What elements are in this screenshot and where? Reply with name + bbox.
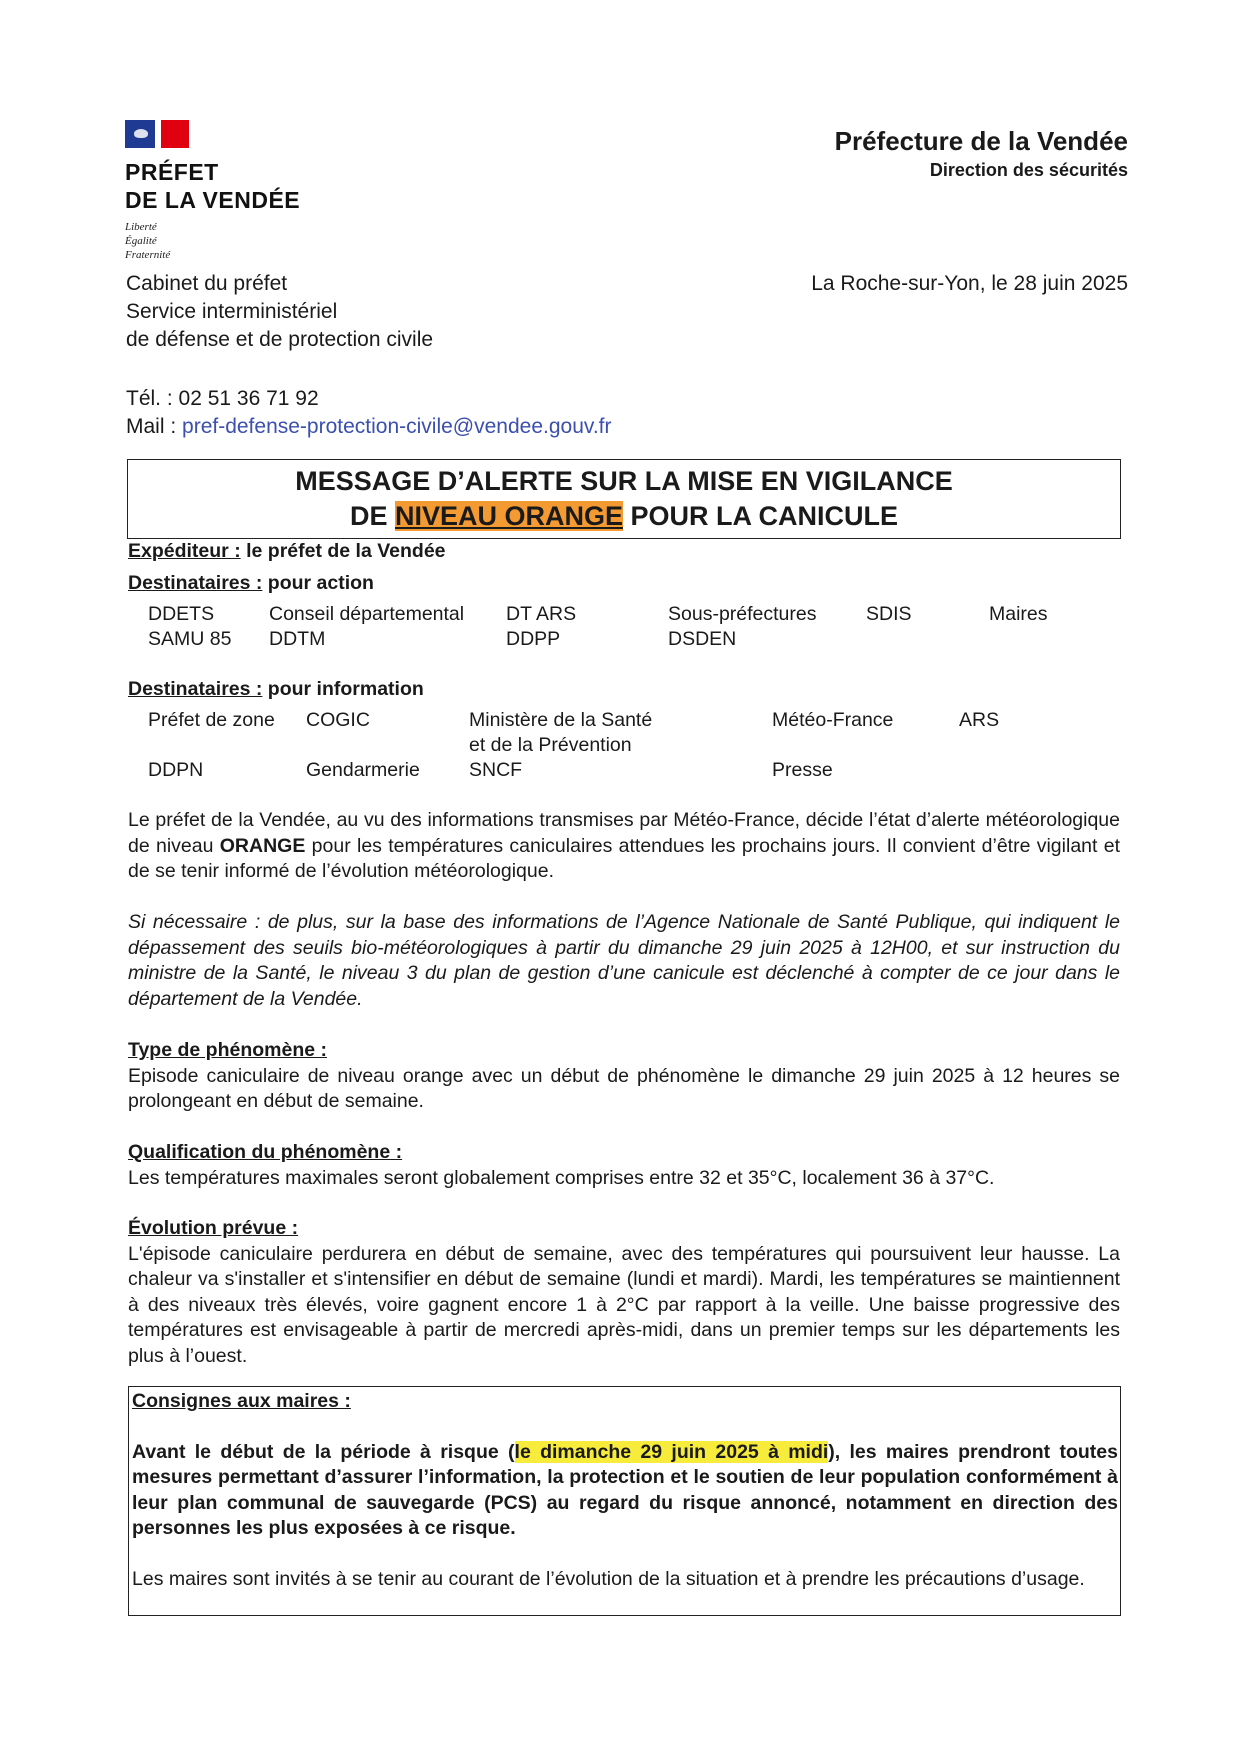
table-cell: Conseil départemental bbox=[269, 603, 465, 625]
table-cell: DSDEN bbox=[668, 628, 737, 650]
table-cell: Ministère de la Santé bbox=[469, 709, 653, 731]
table-cell: Sous-préfectures bbox=[668, 603, 817, 625]
dest-info-heading bbox=[128, 677, 424, 703]
evolution-text: L'épisode caniculaire perdurera en début de semaine, avec des températures qui poursuivent leur hausse. La chaleur va s'installer et s'intensifier en début de semaine (lundi et mardi). Mardi, les températures se maintiennent à des niveaux très élevés, voire gagnent encore 1 à 2°C par rapport à la veille. Une baisse progressive des températures est envisageable à partir de mercredi après-midi, dans un premier temps sur les départements les plus à l’ouest. bbox=[128, 1242, 1120, 1367]
cabinet-block bbox=[126, 270, 433, 354]
evolution-label: Évolution prévue : bbox=[128, 1217, 299, 1239]
orange-level-highlight: NIVEAU ORANGE bbox=[394, 501, 624, 531]
risk-start-highlight: le dimanche 29 juin 2025 à midi bbox=[514, 1440, 829, 1463]
dest-info-value: pour information bbox=[262, 678, 424, 700]
table-cell: Gendarmerie bbox=[306, 759, 420, 781]
mail-label: Mail : bbox=[126, 415, 183, 438]
republic-motto bbox=[125, 220, 300, 262]
mayors-instructions-followup: Les maires sont invités à se tenir au courant de l’évolution de la situation et à prendre les précautions d’usage. bbox=[132, 1567, 1085, 1590]
table-cell: SNCF bbox=[469, 759, 523, 781]
table-cell bbox=[148, 733, 306, 758]
mayors-instructions-box bbox=[128, 1386, 1121, 1616]
expediteur-label: Expéditeur : bbox=[128, 540, 241, 562]
dest-action-table bbox=[148, 602, 1068, 652]
dest-action-heading bbox=[128, 571, 374, 597]
mail-line bbox=[126, 413, 612, 441]
logo-title-line1: PRÉFET bbox=[125, 159, 219, 185]
alert-title-box bbox=[127, 459, 1121, 539]
table-row bbox=[148, 602, 1068, 627]
marianne-logo bbox=[125, 120, 300, 262]
prefecture-name: Préfecture de la Vendée bbox=[834, 126, 1128, 156]
motto-fraternite: Fraternité bbox=[125, 249, 171, 261]
table-row bbox=[148, 708, 1028, 733]
alert-title-line1: MESSAGE D’ALERTE SUR LA MISE EN VIGILANCE bbox=[295, 466, 953, 496]
table-cell: SAMU 85 bbox=[148, 628, 232, 650]
table-cell bbox=[989, 627, 1068, 652]
table-cell bbox=[959, 733, 1028, 758]
table-cell bbox=[959, 758, 1028, 783]
table-cell: DDTM bbox=[269, 628, 326, 650]
phenomenon-type-label: Type de phénomène : bbox=[128, 1039, 327, 1061]
qualification-label: Qualification du phénomène : bbox=[128, 1141, 403, 1163]
alert-title-line2: DE NIVEAU ORANGE POUR LA CANICULE bbox=[349, 501, 899, 531]
table-cell: Presse bbox=[772, 759, 833, 781]
logo-title-line2: DE LA VENDÉE bbox=[125, 187, 301, 213]
table-cell: DDPN bbox=[148, 759, 204, 781]
table-cell bbox=[866, 627, 989, 652]
mayors-instructions-main: Avant le début de la période à risque (le dimanche 29 juin 2025 à midi), les maires prendront toutes mesures permettant d’assurer l’information, la protection et le soutien de leur population conformément à leur plan communal de sauvegarde (PCS) au regard du risque annoncé, notamment en direction des personnes les plus exposées à ce risque. bbox=[132, 1440, 1118, 1539]
marianne-flag-icon bbox=[125, 120, 189, 148]
expediteur-line bbox=[128, 539, 446, 565]
qualification-text: Les températures maximales seront globalement comprises entre 32 et 35°C, localement 36 à 37°C. bbox=[128, 1166, 995, 1189]
table-cell: ARS bbox=[959, 709, 1000, 731]
cabinet-line1: Cabinet du préfet bbox=[126, 272, 288, 295]
table-cell: DDPP bbox=[506, 628, 561, 650]
cabinet-line3: de défense et de protection civile bbox=[126, 328, 434, 351]
dest-action-value: pour action bbox=[262, 572, 374, 594]
document-date: La Roche-sur-Yon, le 28 juin 2025 bbox=[811, 272, 1128, 295]
health-plan-paragraph: Si nécessaire : de plus, sur la base des informations de l’Agence Nationale de Santé Publique, qui indiquent le dépassement des seuils bio-météorologiques à partir du dimanche 29 juin 2025 à 12H00, et sur instruction du ministre de la Santé, le niveau 3 du plan de gestion d’une canicule est déclenché à compter de ce jour dans le département de la Vendée. bbox=[128, 911, 1120, 1010]
table-row bbox=[148, 627, 1068, 652]
table-cell: et de la Prévention bbox=[469, 734, 632, 756]
telephone: Tél. : 02 51 36 71 92 bbox=[126, 387, 319, 410]
qualification-section bbox=[128, 1140, 1120, 1191]
motto-egalite: Égalité bbox=[125, 235, 157, 247]
expediteur-value: le préfet de la Vendée bbox=[240, 540, 446, 562]
table-row bbox=[148, 758, 1028, 783]
dest-action-label: Destinataires : bbox=[128, 572, 263, 594]
table-cell: SDIS bbox=[866, 603, 912, 625]
phenomenon-type-section bbox=[128, 1038, 1120, 1115]
table-cell bbox=[306, 733, 469, 758]
table-cell: Préfet de zone bbox=[148, 709, 275, 731]
table-cell: Météo-France bbox=[772, 709, 894, 731]
mail-link[interactable]: pref-defense-protection-civile@vendee.gouv.fr bbox=[182, 415, 612, 438]
dest-info-label: Destinataires : bbox=[128, 678, 263, 700]
table-cell: Maires bbox=[989, 603, 1048, 625]
cabinet-line2: Service interministériel bbox=[126, 300, 338, 323]
table-cell: DDETS bbox=[148, 603, 215, 625]
table-cell bbox=[772, 733, 959, 758]
phenomenon-type-text: Episode caniculaire de niveau orange avec un début de phénomène le dimanche 29 juin 2025 à 12 heures se prolongeant en début de semaine. bbox=[128, 1064, 1120, 1112]
dest-info-table bbox=[148, 708, 1028, 783]
contact-block bbox=[126, 385, 612, 441]
table-row bbox=[148, 733, 1028, 758]
direction-name: Direction des sécurités bbox=[929, 160, 1128, 180]
mayors-instructions-label: Consignes aux maires : bbox=[132, 1390, 351, 1412]
table-cell: COGIC bbox=[306, 709, 370, 731]
table-cell: DT ARS bbox=[506, 603, 577, 625]
orange-level-text: ORANGE bbox=[219, 834, 306, 857]
alert-decision-paragraph: Le préfet de la Vendée, au vu des informations transmises par Météo-France, décide l’état d’alerte météorologique de niveau ORANGE pour les températures caniculaires attendues les prochains jours. Il convient d’être vigilant et de se tenir informé de l’évolution météorologique. bbox=[128, 809, 1120, 882]
evolution-section bbox=[128, 1216, 1120, 1369]
issuer-header bbox=[835, 125, 1128, 183]
motto-liberte: Liberté bbox=[125, 221, 157, 233]
